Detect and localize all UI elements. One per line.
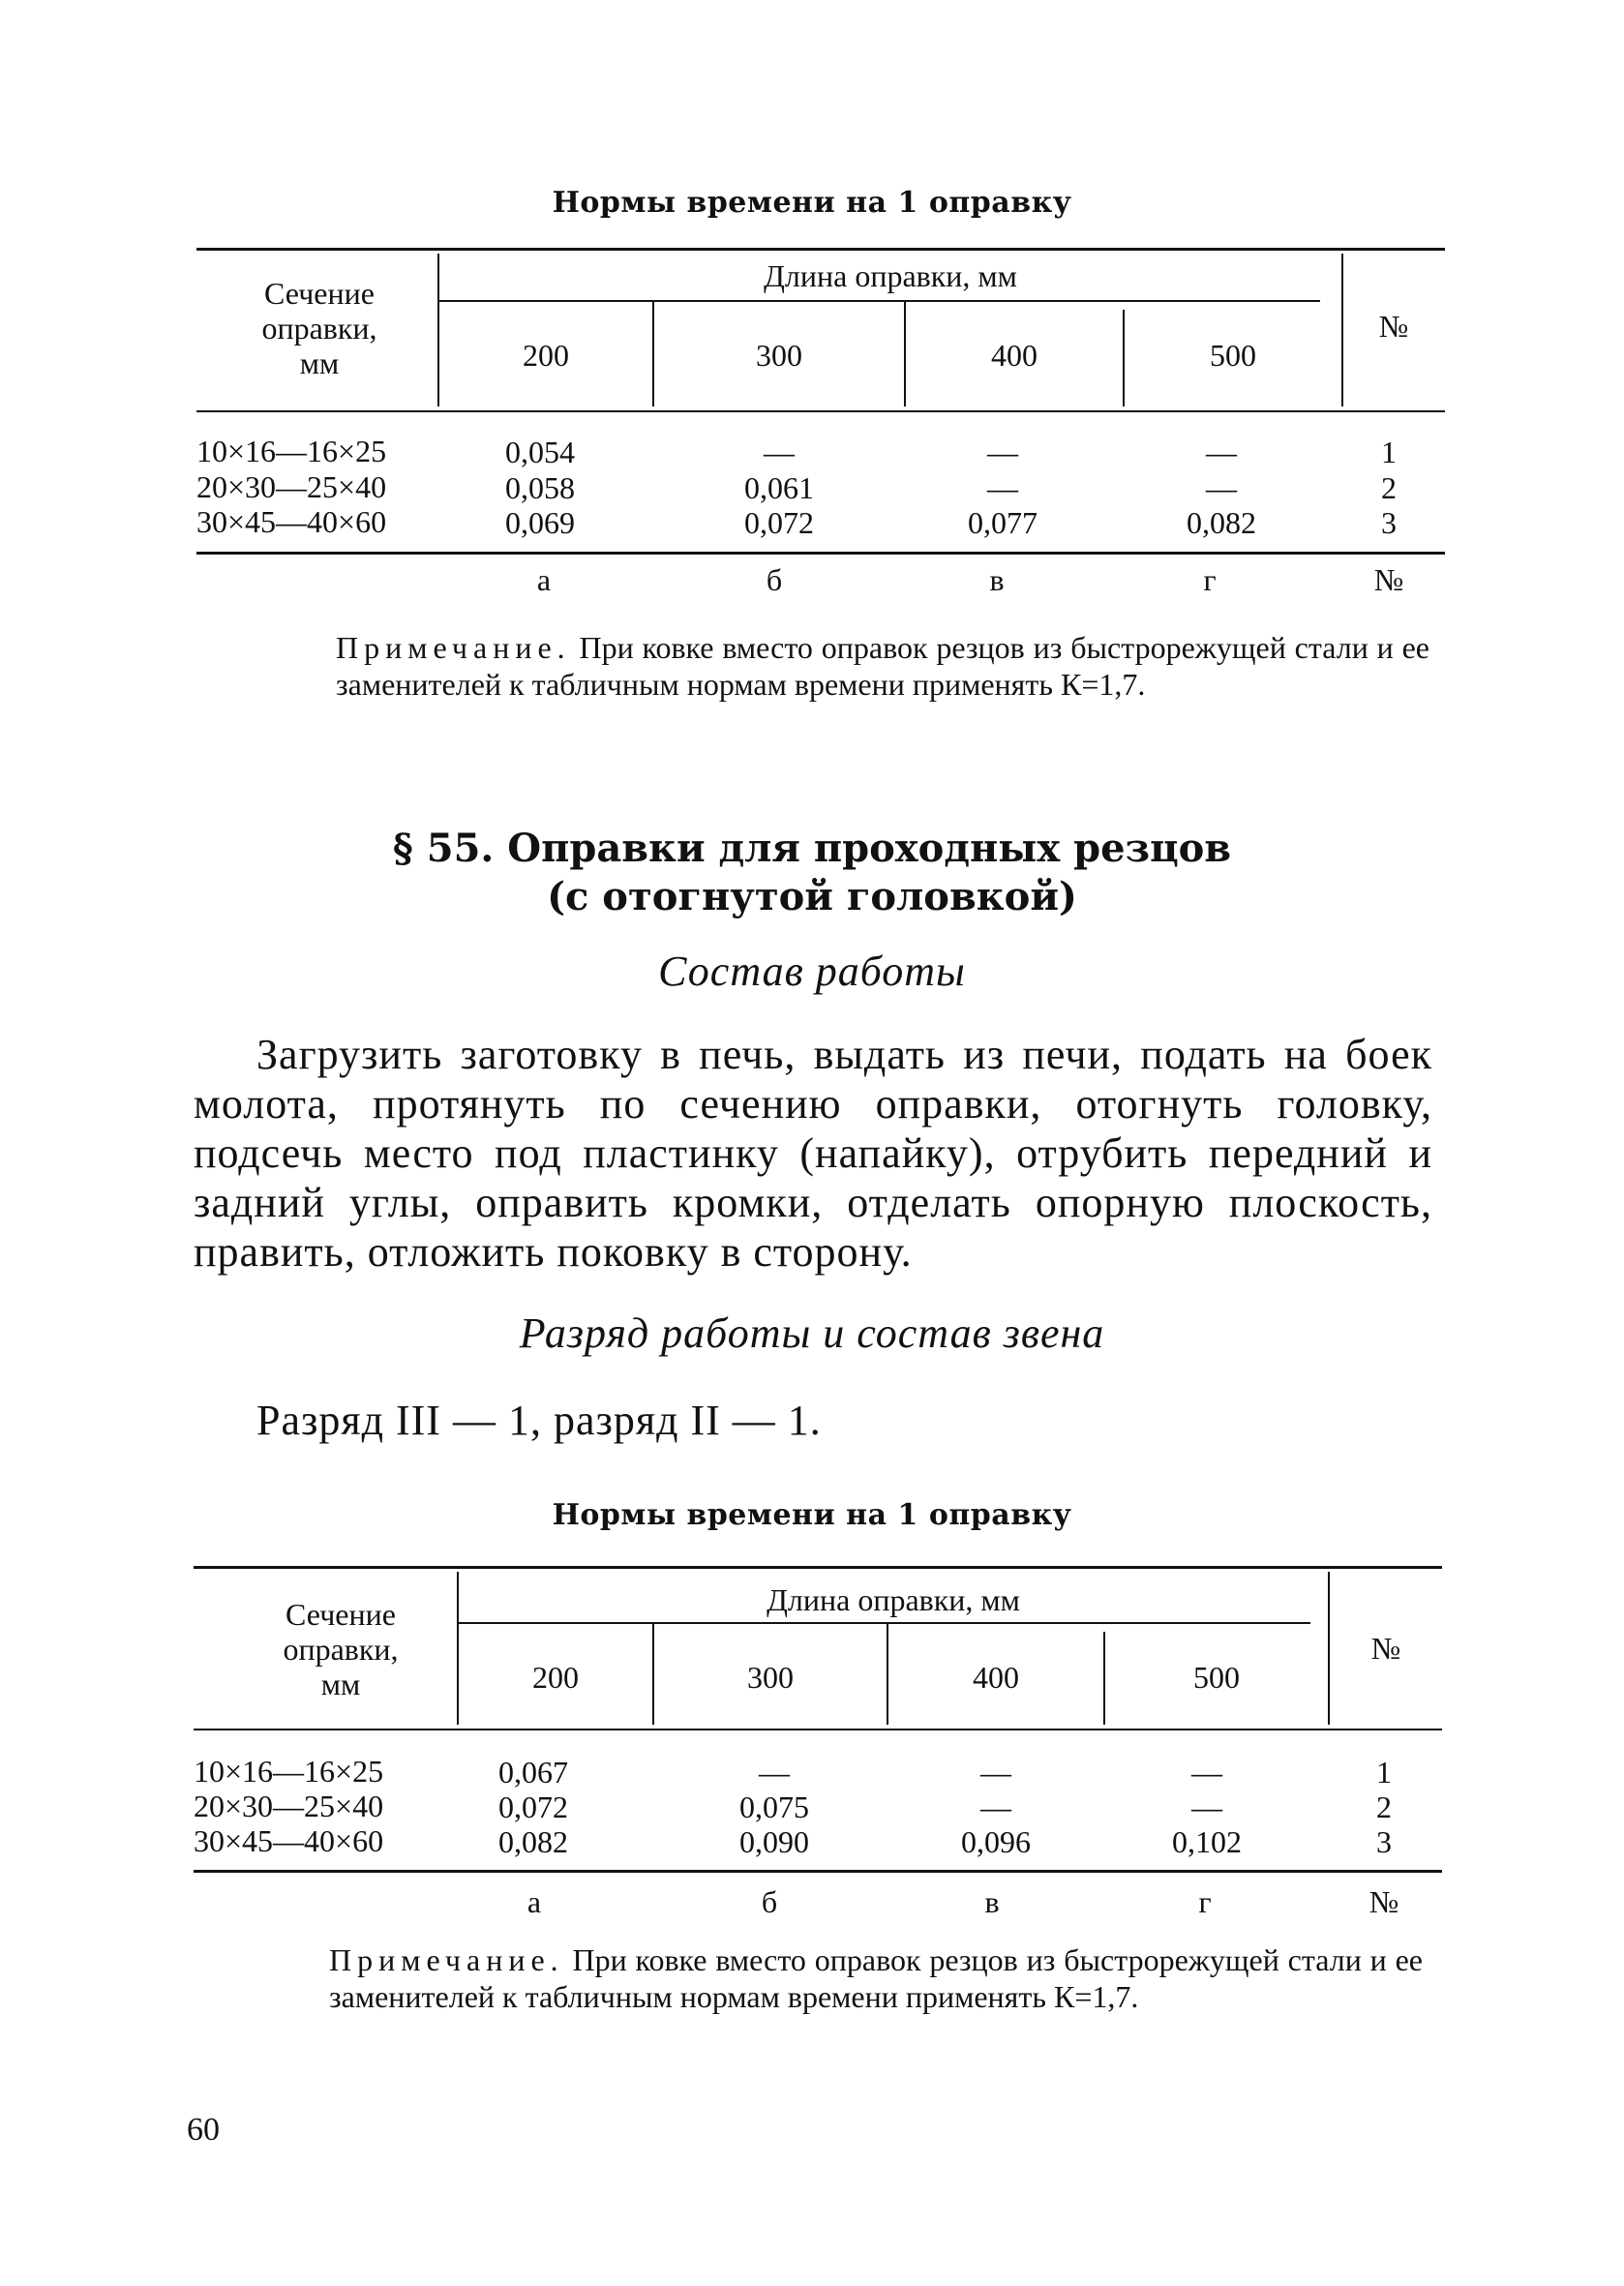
table2-cell-no: 2 xyxy=(1376,1790,1392,1824)
table2-section-header-line: мм xyxy=(320,1667,361,1701)
table2-length-400: 400 xyxy=(973,1660,1019,1695)
table1-no-header: № xyxy=(1378,309,1409,344)
table1-cell-no: 2 xyxy=(1381,470,1397,505)
table1-length-500: 500 xyxy=(1210,338,1256,373)
table1-bottom-rule xyxy=(196,552,1445,555)
table1-row-section: 20×30—25×40 xyxy=(196,469,387,504)
table2-length-500: 500 xyxy=(1193,1660,1240,1695)
grade-heading: Разряд работы и состав звена xyxy=(519,1309,1105,1357)
table1-top-rule xyxy=(196,248,1445,251)
table1-cell-no: 1 xyxy=(1381,435,1397,469)
table2-section-header-line: оправки, xyxy=(283,1632,399,1667)
table2-cell: — xyxy=(1191,1790,1222,1824)
table2-cell: 0,096 xyxy=(961,1824,1031,1859)
table2-cell: 0,102 xyxy=(1172,1824,1242,1859)
table1-caption: Нормы времени на 1 оправку xyxy=(552,186,1072,220)
table1-section-header-line: Сечение xyxy=(264,276,375,311)
table2-row-section: 30×45—40×60 xyxy=(194,1823,384,1858)
table2-length-200: 200 xyxy=(532,1660,579,1695)
table1-cell: 0,069 xyxy=(505,505,575,540)
table2-letter: б xyxy=(761,1884,778,1919)
table1-cell: 0,058 xyxy=(505,470,575,505)
table1-cell: 0,072 xyxy=(744,505,814,540)
table1-letter: в xyxy=(989,562,1005,597)
note-label: Примечание. xyxy=(329,1942,564,1977)
table1-cell: — xyxy=(987,470,1018,505)
table2-section-header-line: Сечение xyxy=(286,1597,396,1632)
table2-top-rule xyxy=(194,1566,1442,1569)
table1-footer-no: № xyxy=(1373,562,1404,597)
table2-cell: 0,075 xyxy=(739,1790,809,1824)
table1-cell: — xyxy=(764,435,795,469)
note-text: При ковке вместо оправок резцов из быстрорежущей стали и ее заменителей к табличным нормам времени применять К=1,7. xyxy=(329,1942,1424,2014)
table2-cell: — xyxy=(980,1755,1011,1790)
section-subtitle: (с отогнутой головкой) xyxy=(547,874,1077,919)
table2-cell: — xyxy=(980,1790,1011,1824)
table1-cell: — xyxy=(1206,435,1237,469)
table1-cell: — xyxy=(987,435,1018,469)
table1-cell: — xyxy=(1206,470,1237,505)
table2-cell: 0,082 xyxy=(498,1824,568,1859)
section-title: § 55. Оправки для проходных резцов xyxy=(392,826,1232,871)
table2-letter: г xyxy=(1198,1884,1212,1919)
table2-cell-no: 1 xyxy=(1376,1755,1392,1790)
table2-row-section: 20×30—25×40 xyxy=(194,1789,384,1823)
table1-cell: 0,077 xyxy=(968,505,1038,540)
table2-length-300: 300 xyxy=(747,1660,794,1695)
table1-header-rule xyxy=(196,410,1445,412)
table1-row-section: 30×45—40×60 xyxy=(196,504,387,539)
table2-bottom-rule xyxy=(194,1870,1442,1873)
grade-text: Разряд III — 1, разряд II — 1. xyxy=(256,1397,822,1444)
table1-length-300: 300 xyxy=(756,338,802,373)
table2-cell: 0,067 xyxy=(498,1755,568,1790)
table2-note xyxy=(329,1941,1423,2015)
table2-caption: Нормы времени на 1 оправку xyxy=(552,1498,1072,1532)
table1-row-section: 10×16—16×25 xyxy=(196,434,387,468)
table1-letter: а xyxy=(536,562,552,597)
table1-length-header: Длина оправки, мм xyxy=(764,258,1017,293)
table1-section-header xyxy=(203,276,436,380)
table2-length-header: Длина оправки, мм xyxy=(767,1582,1020,1617)
note-label: Примечание. xyxy=(336,630,571,665)
table2-row-section: 10×16—16×25 xyxy=(194,1754,384,1789)
table1-section-header-line: мм xyxy=(299,346,340,380)
table2-letter: а xyxy=(526,1884,542,1919)
work-description: Загрузить заготовку в печь, выдать из печи, подать на боек молота, протянуть по сечению оправки, отогнуть головку, подсечь место под пластинку (напайку), отрубить передний и задний углы, оправить кромки, отделать опорную плоскость, править, отложить поковку в сторону. xyxy=(194,1031,1432,1276)
table1-cell: 0,061 xyxy=(744,470,814,505)
table2-cell: — xyxy=(1191,1755,1222,1790)
page-number: 60 xyxy=(187,2112,220,2148)
table1-letter: г xyxy=(1203,562,1217,597)
table2-header-rule xyxy=(194,1729,1442,1730)
table2-section-header xyxy=(225,1597,457,1701)
table2-cell: — xyxy=(759,1755,790,1790)
table1-section-header-line: оправки, xyxy=(261,311,377,346)
table1-length-200: 200 xyxy=(523,338,569,373)
table1-length-400: 400 xyxy=(991,338,1038,373)
table2-no-header: № xyxy=(1370,1631,1401,1666)
table2-length-rule xyxy=(459,1622,1310,1624)
table2-cell: 0,072 xyxy=(498,1790,568,1824)
table1-letter: б xyxy=(766,562,783,597)
table2-cell: 0,090 xyxy=(739,1824,809,1859)
table1-length-rule xyxy=(439,300,1320,302)
table2-cell-no: 3 xyxy=(1376,1824,1392,1859)
table1-cell: 0,054 xyxy=(505,435,575,469)
note-text: При ковке вместо оправок резцов из быстрорежущей стали и ее заменителей к табличным нормам времени применять К=1,7. xyxy=(336,630,1430,702)
work-heading: Состав работы xyxy=(658,947,966,995)
table1-note xyxy=(336,629,1429,703)
table2-letter: в xyxy=(984,1884,1000,1919)
table1-cell-no: 3 xyxy=(1381,505,1397,540)
table2-footer-no: № xyxy=(1368,1884,1399,1919)
table1-cell: 0,082 xyxy=(1187,505,1256,540)
